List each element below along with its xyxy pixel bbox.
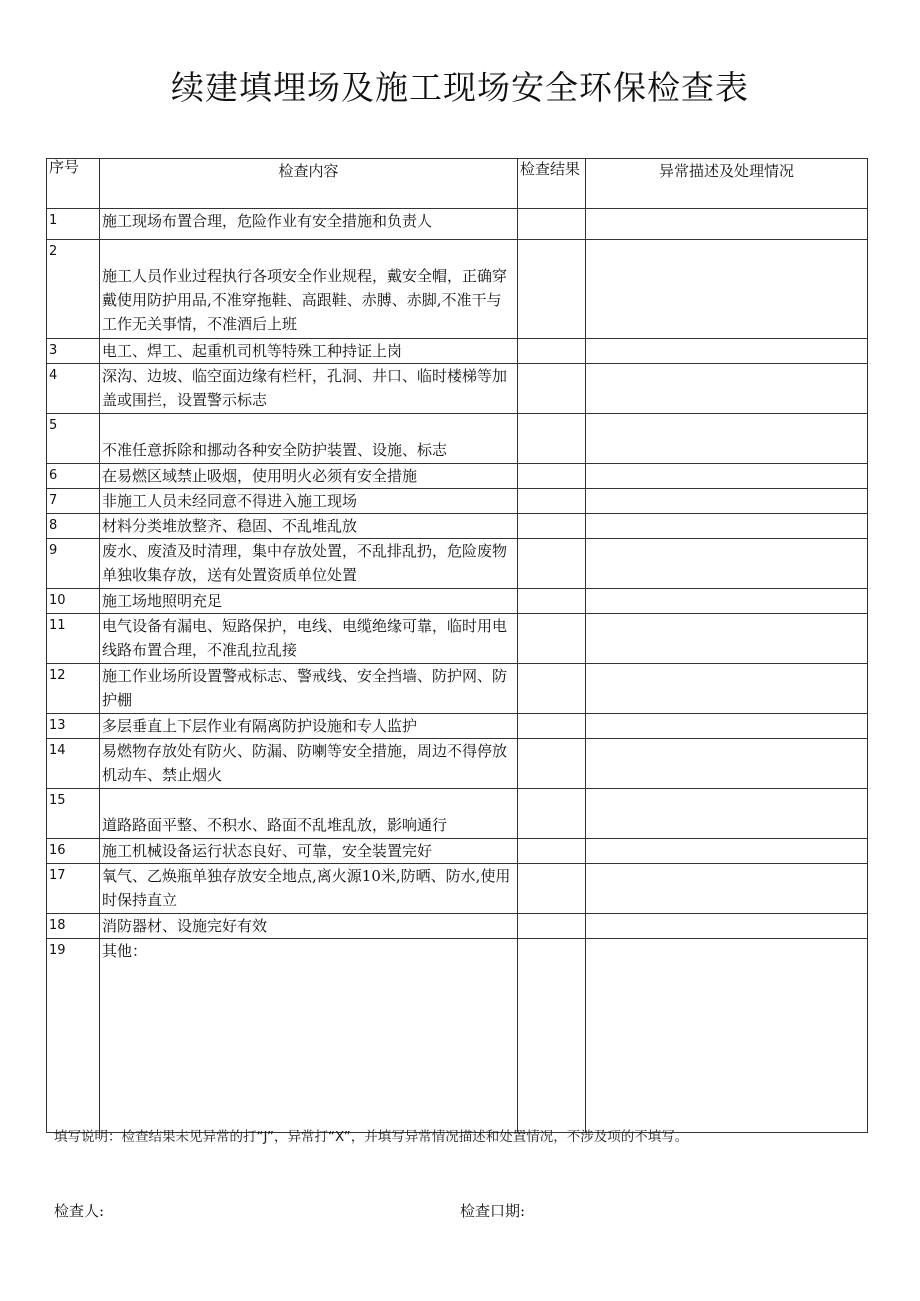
row-number: 13 (47, 714, 100, 739)
table-row (47, 514, 868, 539)
table-row (47, 339, 868, 364)
row-content: 材料分类堆放整齐、稳固、不乱堆乱放 (100, 514, 518, 539)
table-row (47, 364, 868, 414)
table-row (47, 240, 868, 339)
description-cell[interactable] (586, 514, 868, 539)
description-cell[interactable] (586, 464, 868, 489)
result-cell[interactable] (518, 339, 586, 364)
description-cell[interactable] (586, 589, 868, 614)
row-content (100, 240, 518, 339)
header-content: 检查内容 (100, 159, 518, 209)
result-cell[interactable] (518, 209, 586, 240)
result-cell[interactable] (518, 614, 586, 664)
row-content: 电工、焊工、起重机司机等特殊工种持证上岗 (100, 339, 518, 364)
result-cell[interactable] (518, 514, 586, 539)
result-cell[interactable] (518, 589, 586, 614)
row-number: 16 (47, 839, 100, 864)
result-cell[interactable] (518, 240, 586, 339)
description-cell[interactable] (586, 614, 868, 664)
row-content: 施工场地照明充足 (100, 589, 518, 614)
row-content: 非施工人员未经同意不得进入施工现场 (100, 489, 518, 514)
description-cell[interactable] (586, 240, 868, 339)
result-cell[interactable] (518, 914, 586, 939)
table-row (47, 739, 868, 789)
row-number: 5 (47, 414, 100, 464)
description-cell[interactable] (586, 489, 868, 514)
table-row (47, 614, 868, 664)
row-number: 17 (47, 864, 100, 914)
row-content[interactable]: 其他： (100, 939, 518, 1133)
description-cell[interactable] (586, 714, 868, 739)
description-cell[interactable] (586, 664, 868, 714)
description-cell[interactable] (586, 864, 868, 914)
result-cell[interactable] (518, 789, 586, 839)
row-content-text: 道路路面平整、不积水、路面不乱堆乱放，影响通行 (102, 816, 448, 834)
row-content: 电气设备有漏电、短路保护，电线、电缆绝缘可靠，临时用电线路布置合理，不准乱拉乱接 (100, 614, 518, 664)
row-number: 15 (47, 789, 100, 839)
table-row (47, 914, 868, 939)
table-row (47, 414, 868, 464)
row-number: 19 (47, 939, 100, 1133)
result-cell[interactable] (518, 939, 586, 1133)
table-row (47, 209, 868, 240)
row-number: 11 (47, 614, 100, 664)
description-cell[interactable] (586, 939, 868, 1133)
result-cell[interactable] (518, 489, 586, 514)
description-cell[interactable] (586, 739, 868, 789)
row-number: 18 (47, 914, 100, 939)
header-result: 检查结果 (518, 159, 586, 209)
table-row (47, 464, 868, 489)
row-number: 1 (47, 209, 100, 240)
table-row (47, 589, 868, 614)
page-title: 续建填埋场及施工现场安全环保检查表 (171, 68, 749, 107)
header-description: 异常描述及处理情况 (586, 159, 868, 209)
row-number: 10 (47, 589, 100, 614)
row-number: 12 (47, 664, 100, 714)
table-row (47, 489, 868, 514)
result-cell[interactable] (518, 839, 586, 864)
description-cell[interactable] (586, 789, 868, 839)
row-number: 14 (47, 739, 100, 789)
result-cell[interactable] (518, 714, 586, 739)
row-content: 消防器材、设施完好有效 (100, 914, 518, 939)
row-number: 3 (47, 339, 100, 364)
inspector-label: 检查人: (54, 1202, 105, 1220)
row-content: 在易燃区域禁止吸烟，使用明火必须有安全措施 (100, 464, 518, 489)
table-row (47, 714, 868, 739)
row-content: 易燃物存放处有防火、防漏、防喇等安全措施，周边不得停放机动车、禁止烟火 (100, 739, 518, 789)
result-cell[interactable] (518, 739, 586, 789)
row-content: 施工现场布置合理，危险作业有安全措施和负责人 (100, 209, 518, 240)
fill-instructions: 填写说明：检查结果未见异常的打“J”，异常打“X”，并填写异常情况描述和处置情况，不涉及项的不填写。 (54, 1129, 689, 1145)
description-cell[interactable] (586, 209, 868, 240)
description-cell[interactable] (586, 364, 868, 414)
row-number: 7 (47, 489, 100, 514)
description-cell[interactable] (586, 539, 868, 589)
row-content: 氧气、乙焕瓶单独存放安全地点,离火源10米,防晒、防水,使用时保持直立 (100, 864, 518, 914)
table-row (47, 839, 868, 864)
row-content-text: 施工人员作业过程执行各项安全作业规程，戴安全帽，正确穿戴使用防护用品,不准穿拖鞋、高跟鞋、赤膊、赤脚,不准干与工作无关事情，不准酒后上班 (102, 267, 508, 333)
table-row (47, 789, 868, 839)
row-content-text: 不准任意拆除和挪动各种安全防护装置、设施、标志 (102, 441, 448, 459)
result-cell[interactable] (518, 864, 586, 914)
table-row (47, 664, 868, 714)
row-content: 施工作业场所设置警戒标志、警戒线、安全挡墙、防护网、防护棚 (100, 664, 518, 714)
row-content (100, 414, 518, 464)
description-cell[interactable] (586, 414, 868, 464)
row-content: 多层垂直上下层作业有隔离防护设施和专人监护 (100, 714, 518, 739)
header-no: 序号 (47, 159, 100, 209)
row-content: 深沟、边坡、临空面边缘有栏杆，孔洞、井口、临时楼梯等加盖或围拦，设置警示标志 (100, 364, 518, 414)
inspection-table (46, 158, 868, 1133)
row-number: 2 (47, 240, 100, 339)
header-row (47, 159, 868, 209)
result-cell[interactable] (518, 414, 586, 464)
description-cell[interactable] (586, 339, 868, 364)
result-cell[interactable] (518, 464, 586, 489)
result-cell[interactable] (518, 539, 586, 589)
row-content (100, 789, 518, 839)
row-content: 施工机械设备运行状态良好、可靠，安全装置完好 (100, 839, 518, 864)
result-cell[interactable] (518, 664, 586, 714)
row-number: 4 (47, 364, 100, 414)
description-cell[interactable] (586, 839, 868, 864)
inspection-date-label: 检查口期: (460, 1202, 526, 1220)
table-row (47, 939, 868, 1133)
row-number: 6 (47, 464, 100, 489)
row-number: 9 (47, 539, 100, 589)
row-content: 废水、废渣及时清理，集中存放处置，不乱排乱扔，危险废物单独收集存放，送有处置资质单位处置 (100, 539, 518, 589)
table-row (47, 539, 868, 589)
table-row (47, 864, 868, 914)
row-number: 8 (47, 514, 100, 539)
description-cell[interactable] (586, 914, 868, 939)
result-cell[interactable] (518, 364, 586, 414)
